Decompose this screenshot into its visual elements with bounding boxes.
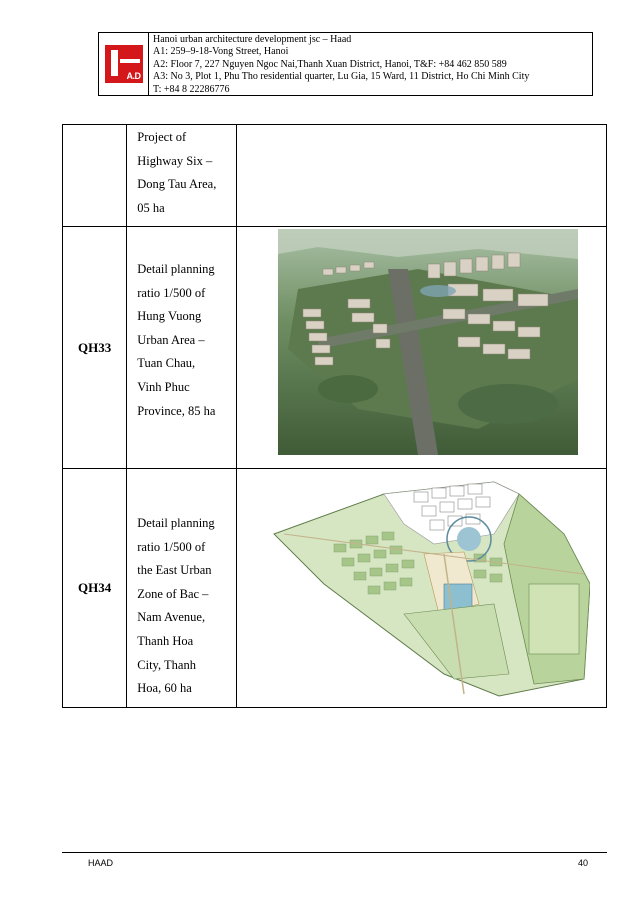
footer-divider — [62, 852, 607, 853]
address-a3: A3: No 3, Plot 1, Phu Tho residential quarter, Lu Gia, 15 Ward, 11 District, Ho Chi Minh City — [153, 71, 530, 83]
logo-cell — [99, 33, 149, 95]
project-image-cell — [237, 125, 607, 227]
letterhead — [98, 32, 593, 96]
phone: T: +84 8 22286776 — [153, 83, 230, 95]
project-description: Detail planning ratio 1/500 of the East Urban Zone of Bac – Nam Avenue, Thanh Hoa City, Thanh Hoa, 60 ha — [127, 469, 237, 708]
project-code: QH34 — [63, 469, 127, 708]
table-row — [63, 125, 607, 227]
footer-company: HAAD — [88, 858, 114, 868]
address-a2: A2: Floor 7, 227 Nguyen Ngoc Nai,Thanh Xuan District, Hanoi, T&F: +84 462 850 589 — [153, 58, 507, 70]
table-row — [63, 227, 607, 469]
project-image-cell — [237, 469, 607, 708]
table-row — [63, 469, 607, 708]
project-description: Project of Highway Six – Dong Tau Area, 05 ha — [127, 125, 237, 227]
company-logo — [105, 45, 143, 83]
aerial-urban-render-image — [278, 229, 578, 455]
company-name: Hanoi urban architecture development jsc – Haad — [153, 34, 352, 45]
address-a1: A1: 259–9-18-Vong Street, Hanoi — [153, 46, 289, 58]
project-code — [63, 125, 127, 227]
projects-table — [62, 124, 607, 708]
project-code: QH33 — [63, 227, 127, 469]
logo-text: A.D — [126, 71, 141, 81]
company-info — [149, 33, 529, 95]
master-plan-drawing-image — [264, 474, 590, 700]
project-image-cell — [237, 227, 607, 469]
page-number: 40 — [578, 858, 589, 868]
project-description: Detail planning ratio 1/500 of Hung Vuong Urban Area – Tuan Chau, Vinh Phuc Province, 85 ha — [127, 227, 237, 469]
